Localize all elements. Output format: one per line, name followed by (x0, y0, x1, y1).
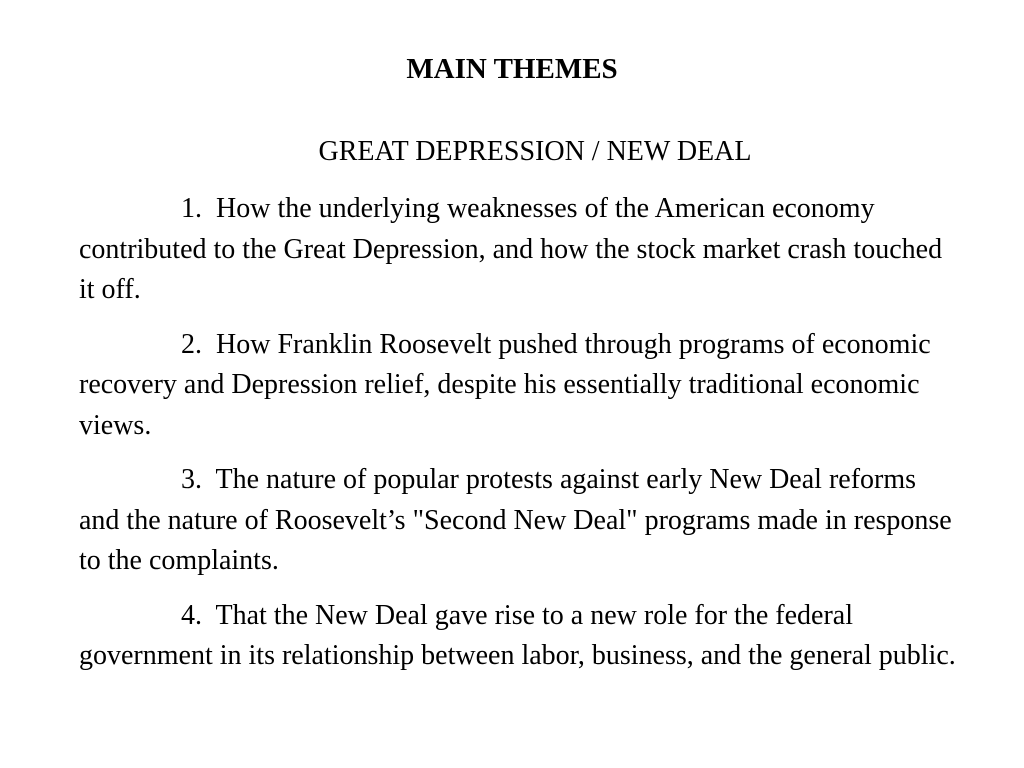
theme-number: 3. (181, 464, 202, 495)
slide-subtitle: GREAT DEPRESSION / NEW DEAL (318, 136, 752, 167)
slide-title: MAIN THEMES (406, 53, 618, 85)
theme-number: 4. (181, 599, 202, 631)
theme-item (79, 460, 959, 582)
theme-text: The nature of popular protests against early New Deal reforms and the nature of Roosevelt’s "Second New Deal" programs made in response to the complaints. (79, 464, 952, 576)
theme-item (79, 325, 959, 447)
theme-item (79, 189, 959, 311)
theme-number: 2. (181, 328, 202, 360)
theme-text: That the New Deal gave rise to a new role for the federal government in its relationship between labor, business, and the general public. (79, 599, 956, 671)
theme-text: How the underlying weaknesses of the American economy contributed to the Great Depression, and how the stock market crash touched it off. (79, 193, 943, 305)
themes-list (79, 189, 959, 691)
theme-text: How Franklin Roosevelt pushed through programs of economic recovery and Depression relief, despite his essentially traditional economic views. (79, 328, 931, 441)
theme-item (79, 596, 959, 677)
theme-number: 1. (181, 193, 202, 224)
